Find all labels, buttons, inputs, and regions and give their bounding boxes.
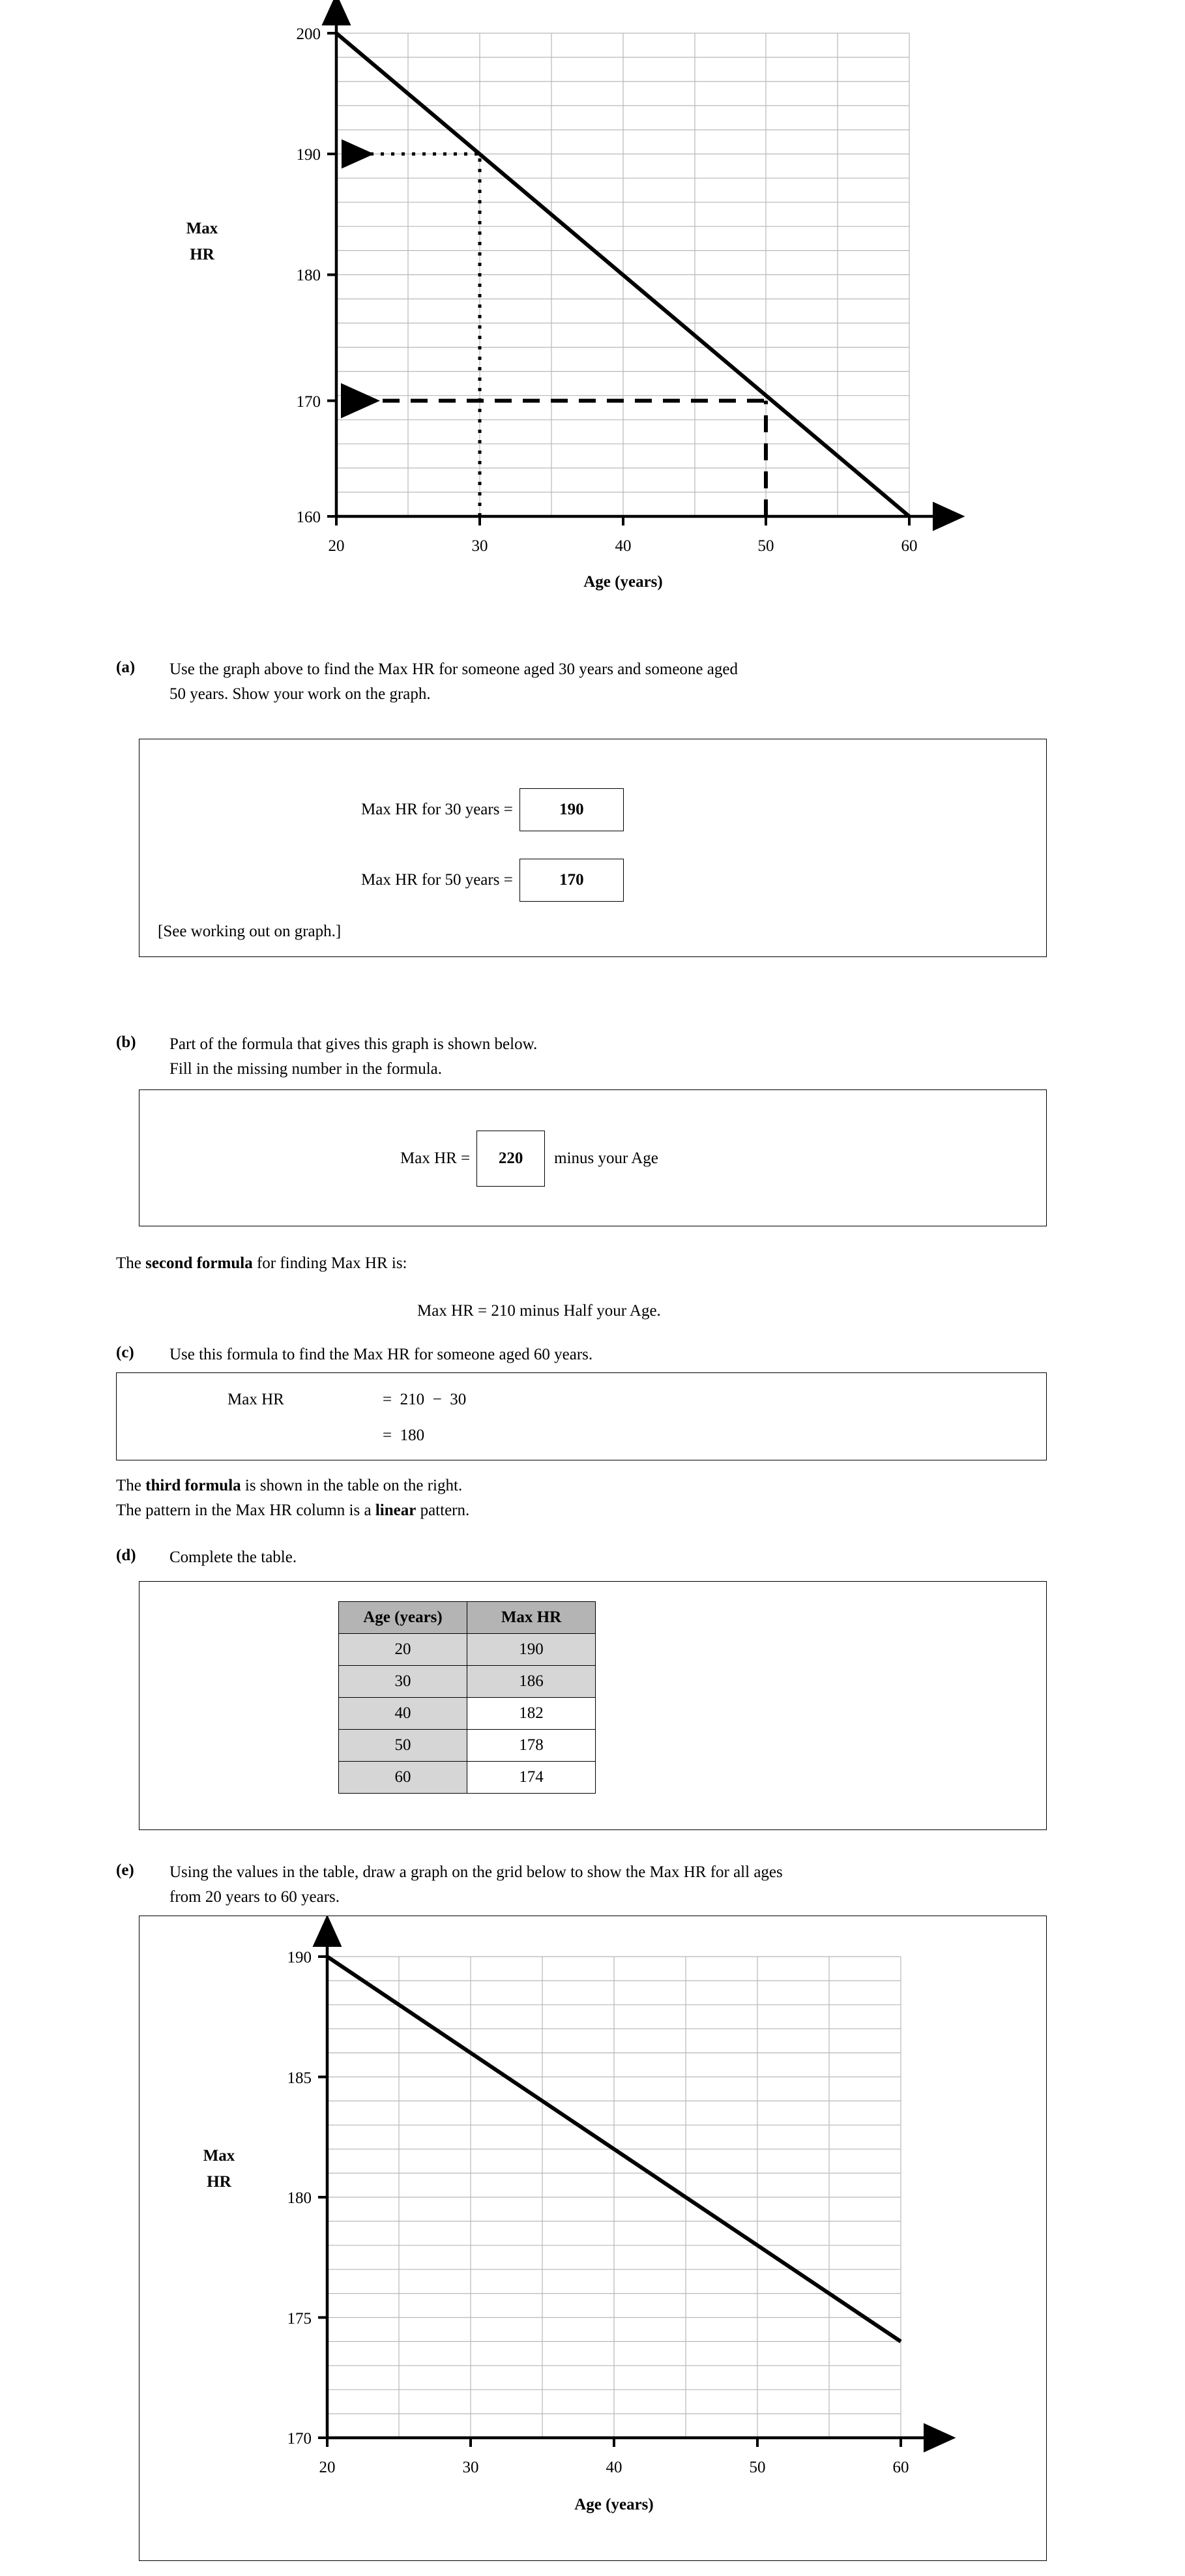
top-x-tick-60: 60 bbox=[901, 537, 918, 555]
bottom-graph-ylabel-line2: HR bbox=[207, 2173, 231, 2191]
top-x-tick-50: 50 bbox=[757, 537, 774, 555]
third-formula-line1 bbox=[116, 1475, 462, 1498]
bottom-y-tick-175: 175 bbox=[287, 2310, 312, 2328]
part-b-formula-suffix: minus your Age bbox=[554, 1149, 658, 1167]
part-e-letter: (e) bbox=[116, 1861, 134, 1879]
part-d-letter: (d) bbox=[116, 1547, 136, 1564]
bottom-y-tick-185: 185 bbox=[287, 2069, 312, 2087]
table-row bbox=[339, 1698, 596, 1730]
third-formula-line2 bbox=[116, 1500, 469, 1522]
bottom-x-tick-50: 50 bbox=[749, 2459, 766, 2476]
second-formula-expression: Max HR = 210 minus Half your Age. bbox=[417, 1302, 661, 1320]
top-graph-ylabel-line2: HR bbox=[190, 246, 214, 263]
table-row bbox=[339, 1762, 596, 1794]
bottom-y-tick-180: 180 bbox=[287, 2189, 312, 2207]
part-b-formula-prefix: Max HR = bbox=[400, 1149, 471, 1167]
part-e-answer-panel bbox=[139, 1916, 1047, 2561]
part-a-label-30: Max HR for 30 years = bbox=[361, 801, 513, 818]
bottom-x-tick-20: 20 bbox=[319, 2459, 336, 2476]
part-b-letter: (b) bbox=[116, 1033, 136, 1051]
bottom-x-tick-40: 40 bbox=[606, 2459, 622, 2476]
second-formula-intro-plain-1: The bbox=[116, 1254, 146, 1272]
part-b-line1: Part of the formula that gives this graph is shown below. bbox=[169, 1035, 538, 1053]
top-x-tick-30: 30 bbox=[471, 537, 488, 555]
table-cell-age: 60 bbox=[339, 1762, 467, 1794]
table-cell-maxhr-filled[interactable]: 174 bbox=[467, 1762, 596, 1794]
third-formula-line1-plain-1: The bbox=[116, 1477, 146, 1494]
bottom-graph-svg bbox=[139, 1916, 1047, 2562]
part-a-row-30 bbox=[361, 788, 624, 831]
part-a-label-50: Max HR for 50 years = bbox=[361, 871, 513, 889]
table-row bbox=[339, 1730, 596, 1762]
bottom-graph-axes bbox=[318, 1941, 929, 2447]
part-a-note: [See working out on graph.] bbox=[158, 923, 342, 940]
top-graph-svg bbox=[0, 0, 1185, 593]
table-cell-maxhr-filled[interactable]: 178 bbox=[467, 1730, 596, 1762]
top-graph-axes bbox=[327, 20, 939, 526]
bottom-x-tick-60: 60 bbox=[892, 2459, 909, 2476]
table-cell-age: 20 bbox=[339, 1634, 467, 1666]
top-x-tick-20: 20 bbox=[328, 537, 345, 555]
part-c-work-line1[interactable]: = 210 − 30 bbox=[383, 1391, 467, 1408]
table-cell-age: 50 bbox=[339, 1730, 467, 1762]
third-formula-line2-plain-1: The pattern in the Max HR column is a bbox=[116, 1502, 375, 1519]
part-d-answer-panel bbox=[139, 1581, 1047, 1830]
table-header-maxhr: Max HR bbox=[467, 1602, 596, 1634]
bottom-graph-y-tick-labels bbox=[287, 1949, 312, 2448]
part-c-answer-panel bbox=[116, 1372, 1047, 1460]
part-b-formula-value[interactable]: 220 bbox=[476, 1131, 545, 1187]
bottom-graph-x-tick-labels bbox=[319, 2459, 909, 2476]
part-a-line2: 50 years. Show your work on the graph. bbox=[169, 685, 431, 703]
part-a-value-30[interactable]: 190 bbox=[519, 788, 624, 831]
bottom-x-tick-30: 30 bbox=[462, 2459, 479, 2476]
part-e-line2: from 20 years to 60 years. bbox=[169, 1888, 340, 1906]
third-formula-line1-bold: third formula bbox=[145, 1477, 241, 1494]
table-cell-maxhr: 186 bbox=[467, 1666, 596, 1698]
max-hr-table bbox=[338, 1601, 596, 1794]
bottom-graph-gridlines bbox=[327, 1957, 901, 2438]
part-a-answer-panel bbox=[139, 739, 1047, 957]
top-x-tick-40: 40 bbox=[615, 537, 632, 555]
part-c-letter: (c) bbox=[116, 1344, 134, 1361]
part-a-row-50 bbox=[361, 859, 624, 902]
top-y-tick-160: 160 bbox=[296, 509, 321, 526]
part-c-work-line2[interactable]: = 180 bbox=[383, 1427, 425, 1444]
part-a-letter: (a) bbox=[116, 659, 136, 676]
top-y-tick-170: 170 bbox=[296, 393, 321, 411]
part-b-answer-panel bbox=[139, 1089, 1047, 1226]
part-e-line1: Using the values in the table, draw a graph on the grid below to show the Max HR for all ages bbox=[169, 1863, 783, 1881]
top-y-tick-180: 180 bbox=[296, 267, 321, 284]
table-row bbox=[339, 1666, 596, 1698]
table-cell-age: 40 bbox=[339, 1698, 467, 1730]
second-formula-intro-bold: second formula bbox=[145, 1254, 253, 1272]
bottom-graph-xlabel: Age (years) bbox=[574, 2496, 654, 2513]
part-c-line1: Use this formula to find the Max HR for someone aged 60 years. bbox=[169, 1346, 593, 1363]
top-graph-x-tick-labels bbox=[329, 537, 918, 555]
bottom-y-tick-190: 190 bbox=[287, 1949, 312, 1966]
top-y-tick-200: 200 bbox=[296, 25, 321, 43]
part-b-formula-row bbox=[400, 1131, 658, 1187]
second-formula-intro-plain-2: for finding Max HR is: bbox=[252, 1254, 407, 1272]
construction-dotted-age30 bbox=[345, 154, 480, 516]
third-formula-line1-plain-2: is shown in the table on the right. bbox=[241, 1477, 463, 1494]
part-b-line2: Fill in the missing number in the formula. bbox=[169, 1060, 443, 1078]
table-cell-maxhr: 190 bbox=[467, 1634, 596, 1666]
table-cell-maxhr-filled[interactable]: 182 bbox=[467, 1698, 596, 1730]
table-cell-age: 30 bbox=[339, 1666, 467, 1698]
table-header-row bbox=[339, 1602, 596, 1634]
second-formula-intro bbox=[116, 1252, 407, 1275]
bottom-y-tick-170: 170 bbox=[287, 2430, 312, 2448]
table-header-age: Age (years) bbox=[339, 1602, 467, 1634]
part-d-line1: Complete the table. bbox=[169, 1548, 297, 1566]
third-formula-line2-plain-2: pattern. bbox=[416, 1502, 470, 1519]
top-graph-y-tick-labels bbox=[297, 25, 321, 526]
top-graph-xlabel: Age (years) bbox=[583, 573, 663, 591]
part-a-line1: Use the graph above to find the Max HR for someone aged 30 years and someone aged bbox=[169, 660, 738, 678]
top-y-tick-190: 190 bbox=[296, 146, 321, 164]
bottom-graph-ylabel-line1: Max bbox=[203, 2147, 235, 2165]
third-formula-line2-bold: linear bbox=[375, 1502, 417, 1519]
top-graph-panel bbox=[0, 0, 1185, 593]
top-graph-ylabel-line1: Max bbox=[186, 220, 218, 237]
part-c-work-label: Max HR bbox=[227, 1391, 284, 1408]
part-a-value-50[interactable]: 170 bbox=[519, 859, 624, 902]
table-row bbox=[339, 1634, 596, 1666]
